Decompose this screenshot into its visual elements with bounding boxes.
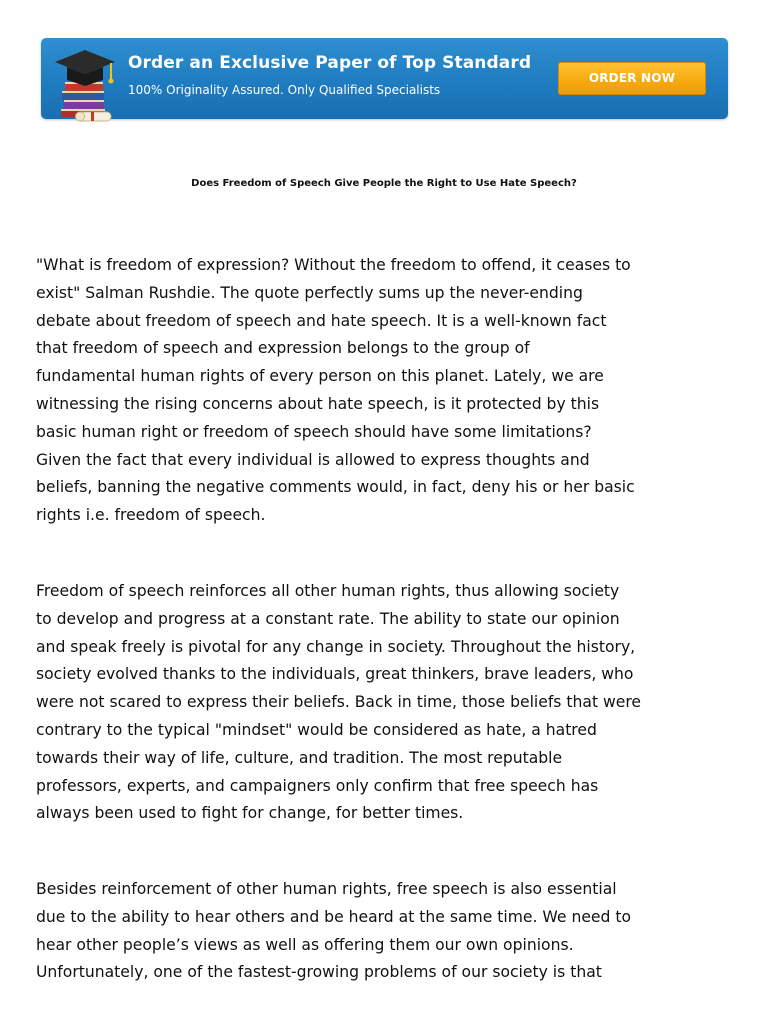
banner-subtitle: 100% Originality Assured. Only Qualified Specialists [128,83,441,97]
paragraph-line: debate about freedom of speech and hate speech. It is a well-known fact [36,311,607,330]
paragraph-line: "What is freedom of expression? Without the freedom to offend, it ceases to [36,256,631,274]
paragraph-line: fundamental human rights of every person on this planet. Lately, we are [36,367,604,386]
paragraph-3 [36,876,746,987]
paragraph-line: were not scared to express their beliefs. Back in time, those beliefs that were [36,693,642,712]
document-title: Does Freedom of Speech Give People the Right to Use Hate Speech? [191,178,577,189]
graduation-cap-books-icon [49,42,121,128]
paragraph-1 [36,252,746,530]
paragraph-line: always been used to fight for change, for better times. [36,804,464,823]
paragraph-line: Unfortunately, one of the fastest-growing problems of our society is that [36,963,602,982]
paragraph-line: that freedom of speech and expression belongs to the group of [36,339,530,358]
paragraph-line: to develop and progress at a constant rate. The ability to state our opinion [36,609,620,628]
banner-title: Order an Exclusive Paper of Top Standard [128,53,532,73]
paragraph-line: society evolved thanks to the individuals, great thinkers, brave leaders, who [36,665,634,684]
paragraph-line: Freedom of speech reinforces all other human rights, thus allowing society [36,582,620,600]
paragraph-line: Given the fact that every individual is allowed to express thoughts and [36,450,590,469]
paragraph-line: beliefs, banning the negative comments would, in fact, deny his or her basic [36,478,635,497]
order-banner[interactable] [41,38,728,119]
paragraph-line: hear other people’s views as well as offering them our own opinions. [36,935,574,954]
paragraph-line: exist" Salman Rushdie. The quote perfectly sums up the never-ending [36,283,583,302]
paragraph-line: witnessing the rising concerns about hate speech, is it protected by this [36,394,600,413]
paragraph-line: rights i.e. freedom of speech. [36,506,266,525]
paragraph-line: contrary to the typical "mindset" would be considered as hate, a hatred [36,720,597,739]
paragraph-line: and speak freely is pivotal for any change in society. Throughout the history, [36,637,636,656]
paragraph-line: Besides reinforcement of other human rights, free speech is also essential [36,880,617,898]
order-now-button[interactable]: ORDER NOW [558,62,706,95]
paragraph-line: towards their way of life, culture, and tradition. The most reputable [36,748,563,767]
paragraph-line: due to the ability to hear others and be heard at the same time. We need to [36,907,632,926]
paragraph-line: professors, experts, and campaigners only confirm that free speech has [36,776,599,795]
paragraph-2 [36,578,746,828]
paragraph-line: basic human right or freedom of speech should have some limitations? [36,422,592,441]
